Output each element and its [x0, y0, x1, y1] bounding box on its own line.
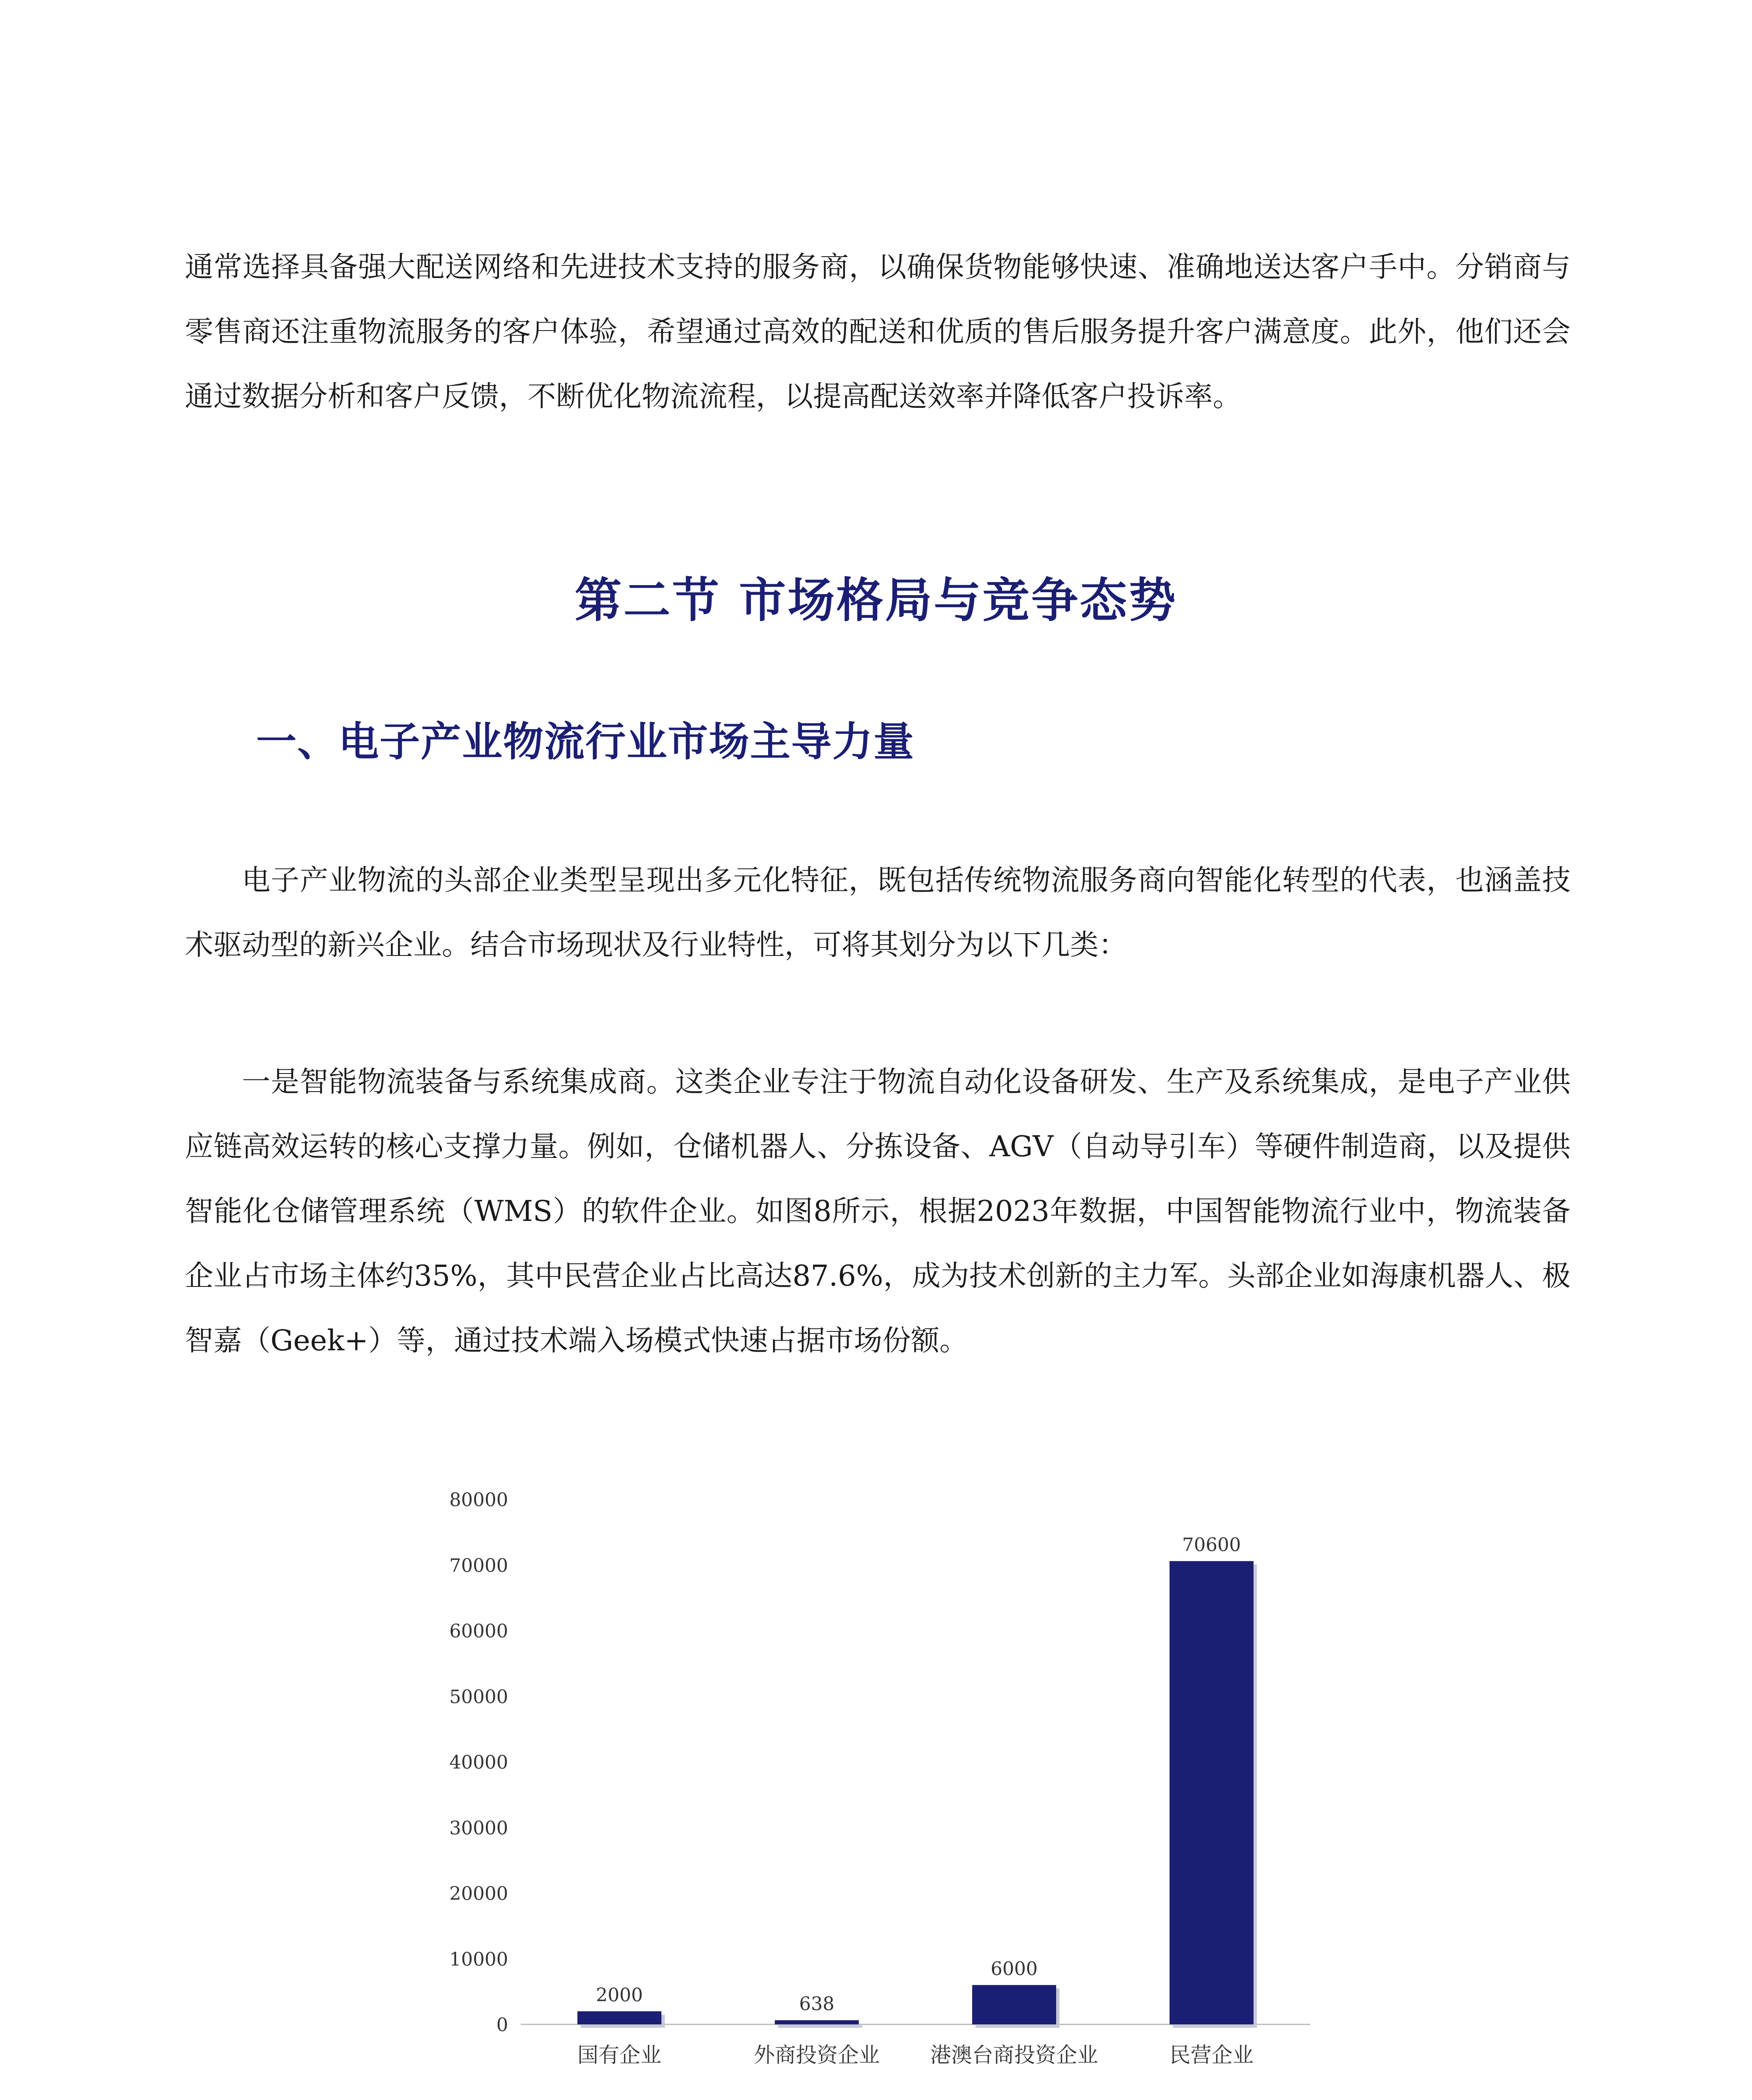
y-tick-label: 0 — [496, 2014, 508, 2036]
y-tick-label: 80000 — [449, 1489, 508, 1511]
subsection-title: 一、电子产业物流行业市场主导力量 — [256, 718, 915, 765]
bar-4 — [1170, 1561, 1254, 2024]
paragraph-intro: 通常选择具备强大配送网络和先进技术支持的服务商，以确保货物能够快速、准确地送达客户手中。分销商与零售商还注重物流服务的客户体验，希望通过高效的配送和优质的售后服务提升客户满意度。此外，他们还会通过数据分析和客户反馈，不断优化物流流程，以提高配送效率并降低客户投诉率。 — [185, 251, 1571, 413]
paragraph-equipment-integrators: 一是智能物流装备与系统集成商。这类企业专注于物流自动化设备研发、生产及系统集成，是电子产业供应链高效运转的核心支撑力量。例如，仓储机器人、分拣设备、AGV（自动导引车）等硬件制造商，以及提供智能化仓储管理系统（WMS）的软件企业。如图8所示，根据2023年数据，中国智能物流行业中，物流装备企业占市场主体约35%，其中民营企业占比高达87.6%，成为技术创新的主力军。头部企业如海康机器人、极智嘉（Geek+）等，通过技术端入场模式快速占据市场份额。 — [185, 1066, 1571, 1357]
bar-2 — [775, 2020, 859, 2024]
category-label: 外商投资企业 — [754, 2043, 880, 2067]
section-title: 第二节 市场格局与竞争态势 — [574, 573, 1178, 628]
y-tick-label: 20000 — [449, 1883, 508, 1905]
category-label: 港澳台商投资企业 — [930, 2043, 1098, 2067]
y-tick-label: 40000 — [449, 1752, 508, 1773]
data-label: 70600 — [1182, 1534, 1241, 1556]
enterprise-type-bar-chart — [395, 1462, 1344, 2100]
category-label: 国有企业 — [577, 2043, 661, 2067]
y-tick-label: 10000 — [449, 1948, 508, 1970]
data-label: 6000 — [991, 1958, 1038, 1980]
y-tick-label: 60000 — [449, 1620, 508, 1642]
data-label: 638 — [799, 1993, 834, 2015]
bar-1 — [577, 2011, 661, 2024]
bar-3 — [972, 1985, 1056, 2024]
y-tick-label: 50000 — [449, 1686, 508, 1708]
paragraph-enterprise-types: 电子产业物流的头部企业类型呈现出多元化特征，既包括传统物流服务商向智能化转型的代表，也涵盖技术驱动型的新兴企业。结合市场现状及行业特性，可将其划分为以下几类： — [185, 864, 1571, 962]
data-label: 2000 — [596, 1984, 643, 2006]
y-tick-label: 30000 — [449, 1817, 508, 1839]
category-label: 民营企业 — [1170, 2043, 1254, 2067]
y-tick-label: 70000 — [449, 1555, 508, 1577]
